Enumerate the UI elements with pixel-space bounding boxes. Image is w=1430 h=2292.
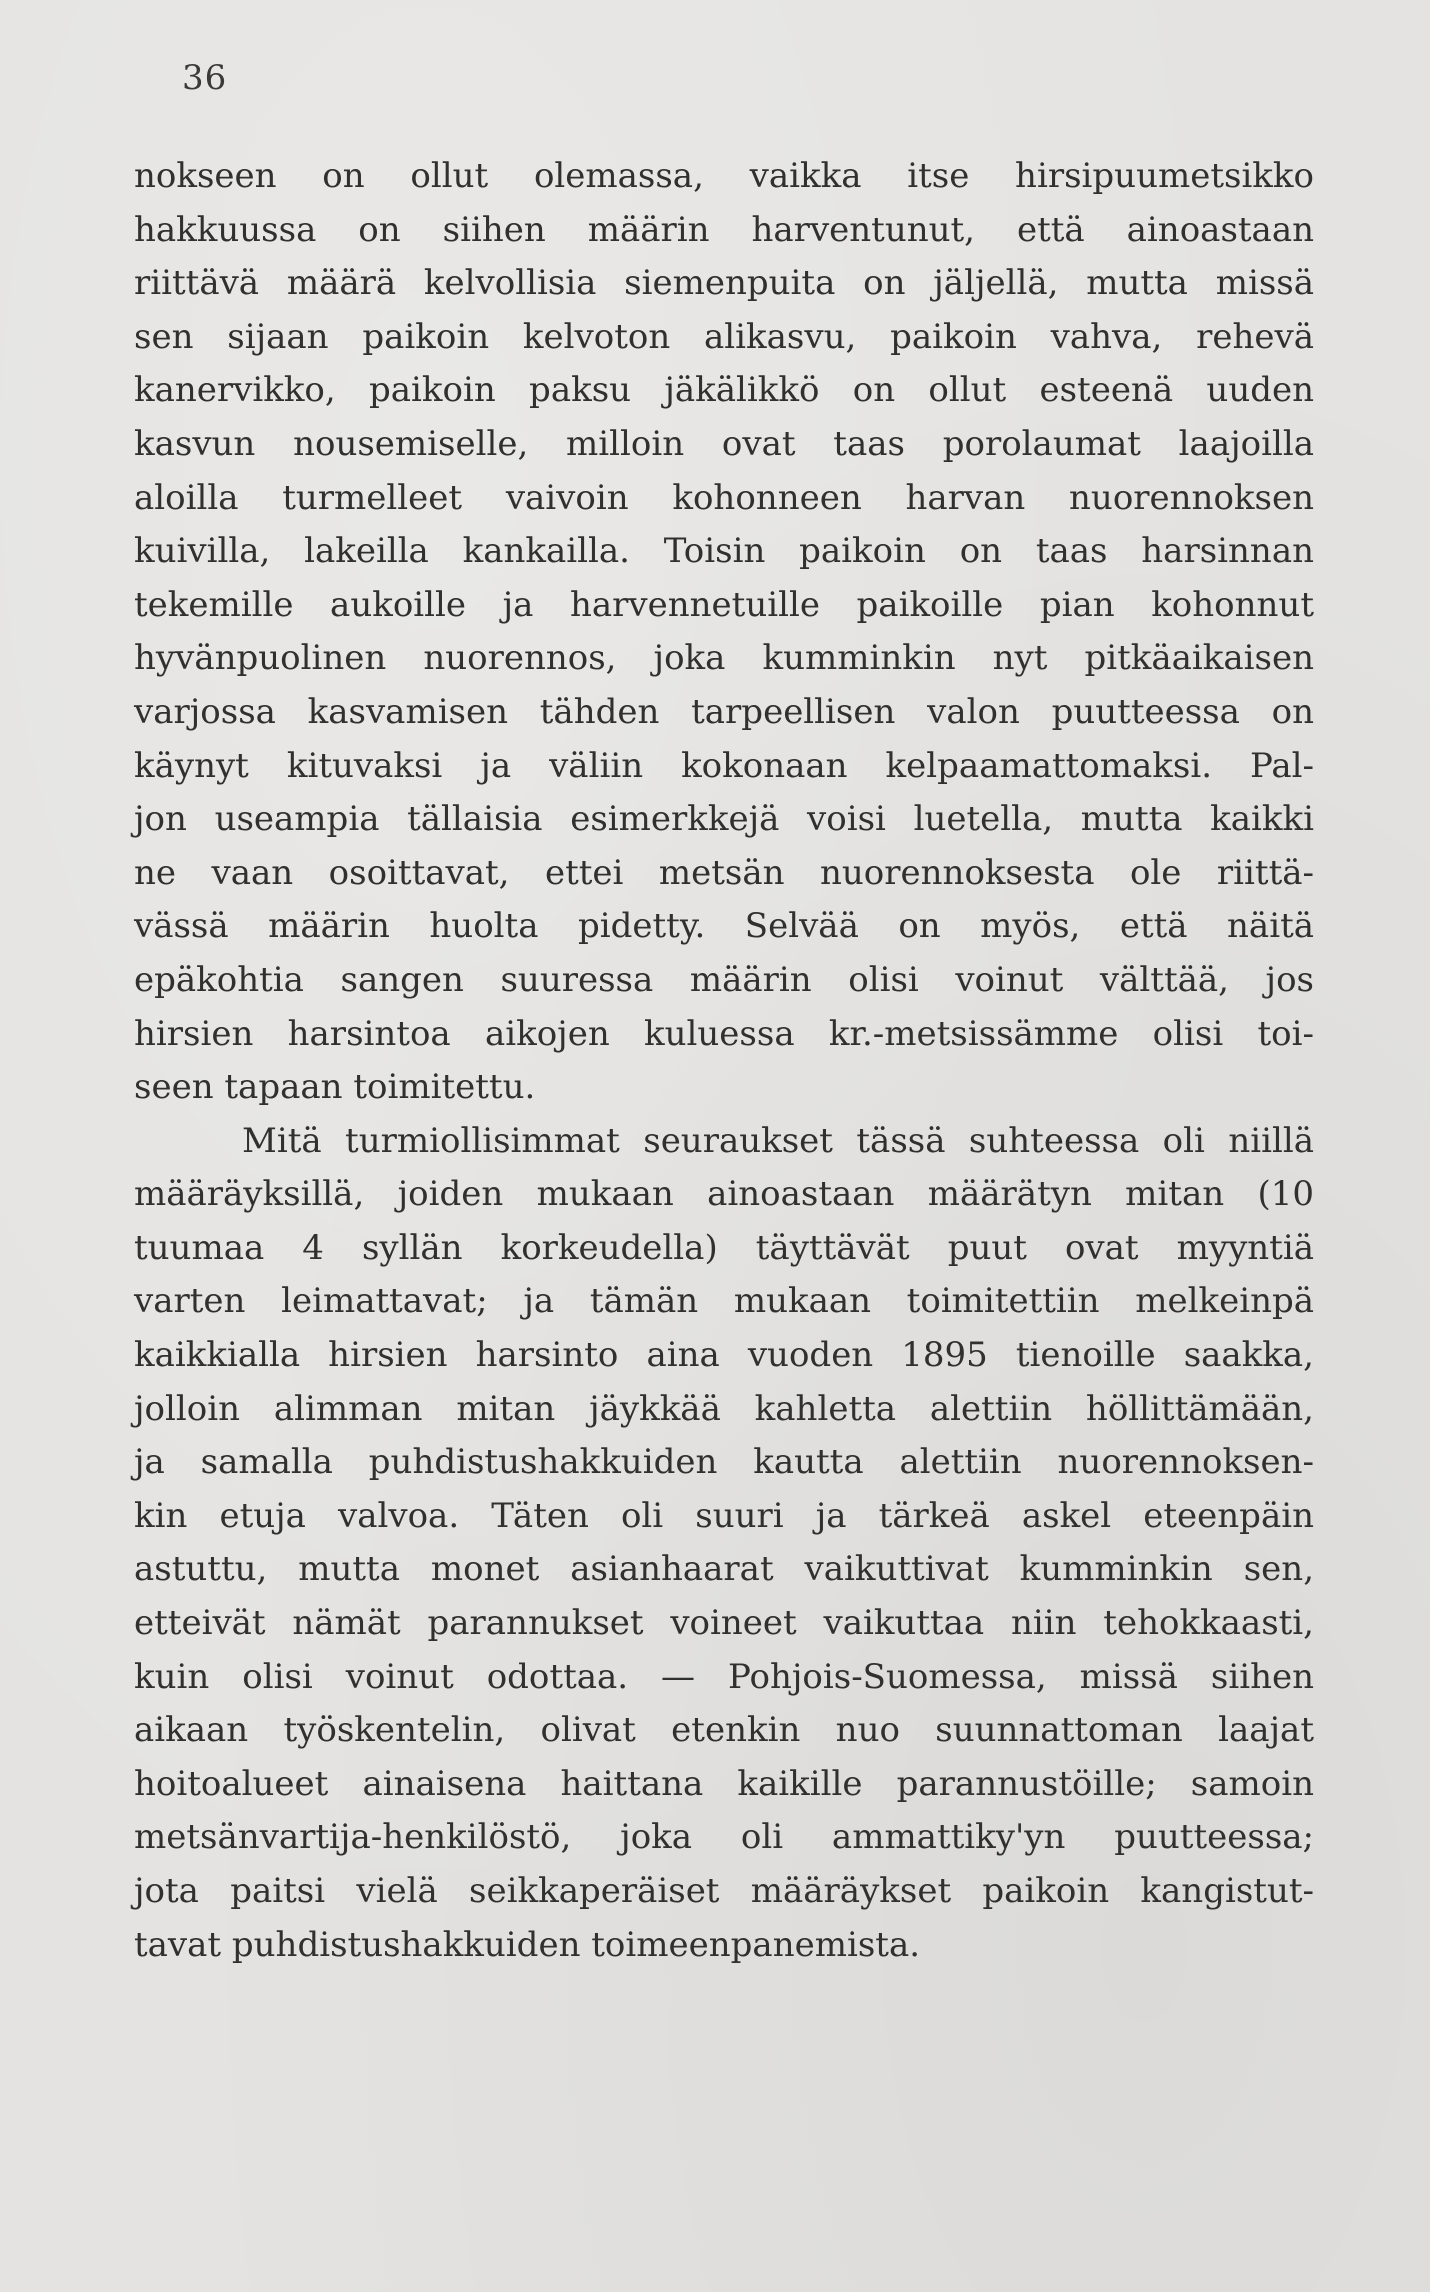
text-line: metsänvartija-henkilöstö, joka oli ammattiky'yn puutteessa;	[134, 1817, 1314, 1858]
text-line: varten leimattavat; ja tämän mukaan toimitettiin melkeinpä	[134, 1281, 1314, 1322]
page-number: 36	[182, 58, 228, 98]
text-line: varjossa kasvamisen tähden tarpeellisen valon puutteessa on	[134, 691, 1314, 732]
text-line: kasvun nousemiselle, milloin ovat taas porolaumat laajoilla	[134, 423, 1314, 464]
body-text	[134, 150, 1314, 1972]
text-line: sen sijaan paikoin kelvoton alikasvu, paikoin vahva, rehevä	[134, 316, 1314, 357]
text-line: epäkohtia sangen suuressa määrin olisi voinut välttää, jos	[134, 959, 1314, 1000]
paragraph-start-line: Mitä turmiollisimmat seuraukset tässä suhteessa oli niillä	[242, 1120, 1314, 1161]
paragraph-end-line: tavat puhdistushakkuiden toimeenpanemista.	[134, 1924, 921, 1965]
text-line: kuivilla, lakeilla kankailla. Toisin paikoin on taas harsinnan	[134, 531, 1314, 572]
text-line: jon useampia tällaisia esimerkkejä voisi luetella, mutta kaikki	[134, 799, 1314, 840]
text-line: etteivät nämät parannukset voineet vaikuttaa niin tehokkaasti,	[134, 1603, 1314, 1644]
text-line: nokseen on ollut olemassa, vaikka itse hirsipuumetsikko	[134, 156, 1314, 196]
text-line: ne vaan osoittavat, ettei metsän nuorennoksesta ole riittä-	[134, 852, 1314, 893]
text-line: hoitoalueet ainaisena haittana kaikille parannustöille; samoin	[134, 1763, 1314, 1804]
text-line: aikaan työskentelin, olivat etenkin nuo suunnattoman laajat	[134, 1710, 1314, 1751]
text-line: astuttu, mutta monet asianhaarat vaikuttivat kumminkin sen,	[134, 1549, 1314, 1590]
text-line: kanervikko, paikoin paksu jäkälikkö on ollut esteenä uuden	[134, 370, 1314, 411]
text-line: tuumaa 4 syllän korkeudella) täyttävät puut ovat myyntiä	[134, 1227, 1314, 1268]
text-line: jolloin alimman mitan jäykkää kahletta alettiin höllittämään,	[134, 1388, 1314, 1429]
text-line: hirsien harsintoa aikojen kuluessa kr.-metsissämme olisi toi-	[134, 1013, 1314, 1054]
text-line: tekemille aukoille ja harvennetuille paikoille pian kohonnut	[134, 584, 1314, 625]
text-line: käynyt kituvaksi ja väliin kokonaan kelpaamattomaksi. Pal-	[134, 745, 1314, 786]
text-line: aloilla turmelleet vaivoin kohonneen harvan nuorennoksen	[134, 477, 1314, 518]
text-line: hyvänpuolinen nuorennos, joka kumminkin nyt pitkäaikaisen	[134, 638, 1314, 679]
text-line: jota paitsi vielä seikkaperäiset määräykset paikoin kangistut-	[134, 1871, 1314, 1911]
text-line: kuin olisi voinut odottaa. — Pohjois-Suomessa, missä siihen	[134, 1656, 1314, 1697]
text-line: kaikkialla hirsien harsinto aina vuoden 1895 tienoille saakka,	[134, 1335, 1314, 1376]
text-line: hakkuussa on siihen määrin harventunut, että ainoastaan	[134, 209, 1314, 250]
text-line: ja samalla puhdistushakkuiden kautta alettiin nuorennoksen-	[134, 1442, 1314, 1483]
text-line: riittävä määrä kelvollisia siemenpuita on jäljellä, mutta missä	[134, 263, 1314, 304]
text-line: vässä määrin huolta pidetty. Selvää on myös, että näitä	[134, 906, 1314, 947]
paragraph-end-line: seen tapaan toimitettu.	[134, 1067, 536, 1108]
text-line: kin etuja valvoa. Täten oli suuri ja tärkeä askel eteenpäin	[134, 1495, 1314, 1536]
text-line: määräyksillä, joiden mukaan ainoastaan määrätyn mitan (10	[134, 1174, 1314, 1215]
